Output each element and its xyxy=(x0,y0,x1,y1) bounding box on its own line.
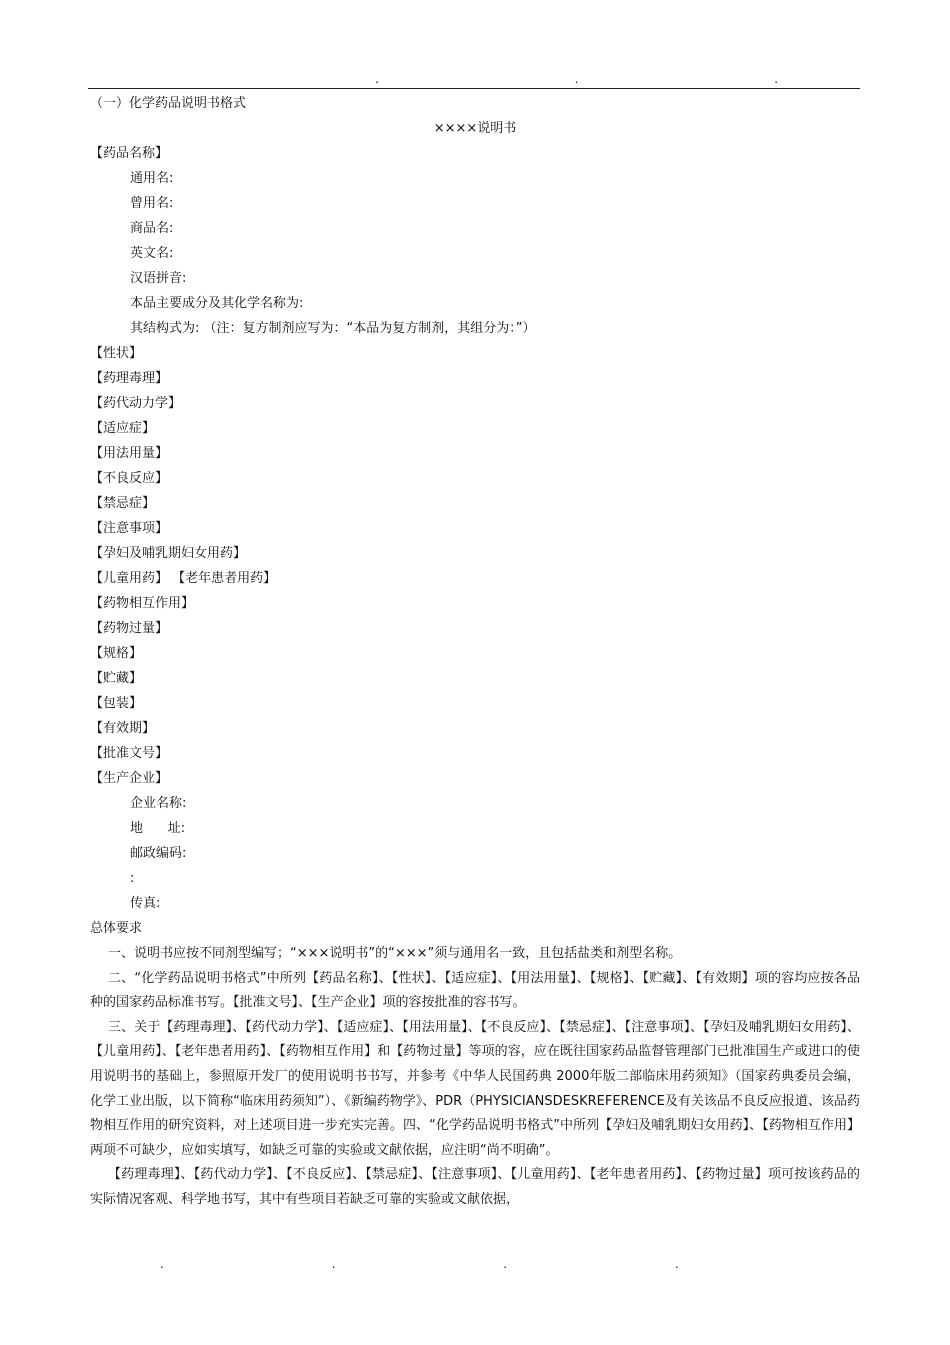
drug-name-heading: 【药品名称】 xyxy=(90,146,169,161)
heading-approval-number: 【批准文号】 xyxy=(90,746,169,761)
heading-pediatric-geriatric: 【儿童用药】 【老年患者用药】 xyxy=(90,571,277,586)
heading-overdose: 【药物过量】 xyxy=(90,621,169,636)
requirement-2: 二、“化学药品说明书格式”中所列【药品名称】、【性状】、【适应症】、【用法用量】、【规格】、【贮藏】、【有效期】项的容均应按各品种的国家药品标准书写。【批准文号】、【生产企业】项的容按批准的容书写。 xyxy=(90,970,860,1011)
heading-indications: 【适应症】 xyxy=(90,421,156,436)
heading-adverse-reactions: 【不良反应】 xyxy=(90,471,169,486)
heading-properties: 【性状】 xyxy=(90,346,143,361)
header-rule xyxy=(88,88,860,89)
name-field-english: 英文名: xyxy=(130,246,174,261)
requirement-5: 【药理毒理】、【药代动力学】、【不良反应】、【禁忌症】、【注意事项】、【儿童用药】、【老年患者用药】、【药物过量】项可按该药品的实际情况客观、科学地书写，其中有些项目若缺乏可靠的实验或文献依据， xyxy=(90,1167,860,1207)
header-dots: . . . xyxy=(375,72,875,86)
requirement-1: 一、说明书应按不同剂型编写；“×××说明书”的“×××”须与通用名一致，且包括盐类和剂型名称。 xyxy=(108,946,682,961)
requirements-title: 总体要求 xyxy=(90,921,143,936)
company-field-address: 地 址: xyxy=(130,821,186,836)
name-field-structure: 其结构式为: （注：复方制剂应写为：“本品为复方制剂，其组分为：”） xyxy=(130,321,536,336)
heading-pregnancy: 【孕妇及哺乳期妇女用药】 xyxy=(90,546,247,561)
company-field-fax: 传真: xyxy=(130,896,161,911)
heading-contraindications: 【禁忌症】 xyxy=(90,496,156,511)
heading-expiry: 【有效期】 xyxy=(90,721,156,736)
section-title: （一）化学药品说明书格式 xyxy=(90,96,247,111)
heading-packaging: 【包装】 xyxy=(90,696,143,711)
heading-precautions: 【注意事项】 xyxy=(90,521,169,536)
requirement-3-4: 三、关于【药理毒理】、【药代动力学】、【适应症】、【用法用量】、【不良反应】、【禁忌症】、【注意事项】、【孕妇及哺乳期妇女用药】、【儿童用药】、【老年患者用药】、【药物相互作用】和【药物过量】等项的容，应在既往国家药品监督管理部门已批准国生产或进口的使用说明书的基础上，参照原开发厂的使用说明书书写，并参考《中华人民国药典 2000年版二部临床用药须知》（国家药典委员会编，化学工业出版，以下简称“临床用药须知”）、《新编药物学》、PDR（PHYSICIANSDESKREFERENCE及有关该品不良反应报道、该品药物相互作用的研究资料，对上述项目进一步充实完善。四、“化学药品说明书格式”中所列【孕妇及哺乳期妇女用药】、【药物相互作用】两项不可缺少，应如实填写，如缺乏可靠的实验或文献依据，应注明“尚不明确”。 xyxy=(90,1019,860,1158)
heading-dosage: 【用法用量】 xyxy=(90,446,169,461)
heading-storage: 【贮藏】 xyxy=(90,671,143,686)
company-field-name: 企业名称: xyxy=(130,796,187,811)
heading-pharmacokinetics: 【药代动力学】 xyxy=(90,396,182,411)
company-field-phone: : xyxy=(130,871,135,886)
name-field-generic: 通用名: xyxy=(130,171,174,186)
heading-pharmacology: 【药理毒理】 xyxy=(90,371,169,386)
name-field-trade: 商品名: xyxy=(130,221,174,236)
requirements-body xyxy=(90,942,860,1213)
heading-manufacturer: 【生产企业】 xyxy=(90,771,169,786)
footer-dots: . . . . xyxy=(160,1257,761,1271)
heading-specification: 【规格】 xyxy=(90,646,143,661)
heading-interactions: 【药物相互作用】 xyxy=(90,596,195,611)
document-title: ××××说明书 xyxy=(433,121,517,136)
name-field-components: 本品主要成分及其化学名称为: xyxy=(130,296,304,311)
name-field-pinyin: 汉语拼音: xyxy=(130,271,187,286)
company-field-postcode: 邮政编码: xyxy=(130,846,187,861)
name-field-former: 曾用名: xyxy=(130,196,174,211)
